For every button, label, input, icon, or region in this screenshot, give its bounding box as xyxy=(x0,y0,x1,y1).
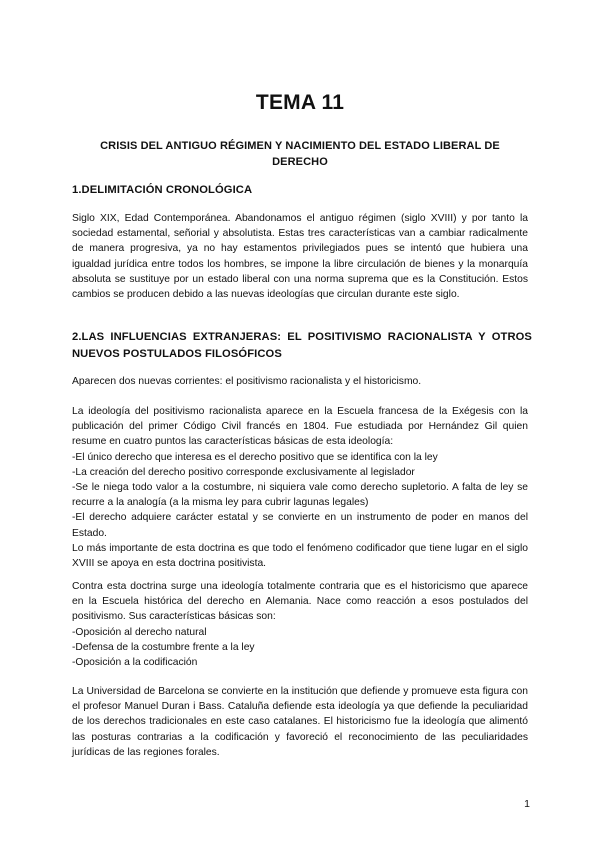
historicismo-intro: Contra esta doctrina surge una ideología totalmente contraria que es el historicismo que aparece en la Escuela histórica del derecho en Alemania. Nace como reacción a esos postulados del positivismo. Sus características básicas son: xyxy=(72,581,528,623)
positivismo-point-3: -Se le niega todo valor a la costumbre, ni siquiera vale como derecho supletorio. A falta de ley se recurre a la analogía (a la misma ley para cubrir lagunas legales) xyxy=(72,482,528,509)
positivismo-point-2: -La creación del derecho positivo corresponde exclusivamente al legislador xyxy=(72,466,415,478)
section-1-heading: 1.DELIMITACIÓN CRONOLÓGICA xyxy=(72,184,253,196)
positivismo-point-1: -El único derecho que interesa es el derecho positivo que se identifica con la ley xyxy=(72,451,438,463)
positivismo-block xyxy=(72,404,528,571)
page-number: 1 xyxy=(524,798,530,810)
positivismo-point-4: -El derecho adquiere carácter estatal y se convierte en un instrumento de poder en manos del Estado. xyxy=(72,512,528,539)
page-title: TEMA 11 xyxy=(255,91,345,114)
page-subtitle: CRISIS DEL ANTIGUO RÉGIMEN Y NACIMIENTO DEL ESTADO LIBERAL DE DERECHO xyxy=(100,140,500,168)
historicismo-point-1: -Oposición al derecho natural xyxy=(72,626,207,638)
historicismo-point-3: -Oposición a la codificación xyxy=(72,657,198,669)
historicismo-block xyxy=(72,579,528,670)
section-1-paragraph: Siglo XIX, Edad Contemporánea. Abandonamos el antiguo régimen (siglo XVIII) y por tanto la sociedad estamental, señorial y absolutista. Estas tres características van a cambiar radicalmente de manera progresiva, ya no hay estamentos privilegiados pues se intentó que hubiera una igualdad jurídica entre todos los hombres, se impone la libre circulación de bienes y la monarquía absoluta se sustituye por un estado liberal con una norma suprema que es la Constitución. Estos cambios se producen debido a las nuevas ideologías que circulan durante este siglo. xyxy=(72,213,528,301)
positivismo-intro: La ideología del positivismo racionalista aparece en la Escuela francesa de la Exégesis con la publicación del primer Código Civil francés en 1804. Fue estudiada por Hernández Gil quien resume en cuatro puntos las características básicas de esta ideología: xyxy=(72,406,528,448)
barcelona-paragraph: La Universidad de Barcelona se convierte en la institución que defiende y promueve esta figura con el profesor Manuel Duran i Bass. Cataluña defiende esta ideología ya que defiende la peculiaridad de los derechos tradicionales en este caso catalanes. El historicismo fue la ideología que alimentó las posturas contrarias a la codificación y favoreció el reconocimiento de las peculiaridades jurídicas de las regiones forales. xyxy=(72,686,528,758)
section-2-intro: Aparecen dos nuevas corrientes: el positivismo racionalista y el historicismo. xyxy=(72,376,422,387)
section-2-heading: 2.LAS INFLUENCIAS EXTRANJERAS: EL POSITIVISMO RACIONALISTA Y OTROS NUEVOS POSTULADOS FILOSÓFICOS xyxy=(72,331,532,360)
positivismo-conclusion: Lo más importante de esta doctrina es que todo el fenómeno codificador que tiene lugar en el siglo XVIII se apoya en esta doctrina positivista. xyxy=(72,542,528,570)
historicismo-point-2: -Defensa de la costumbre frente a la ley xyxy=(72,641,255,653)
